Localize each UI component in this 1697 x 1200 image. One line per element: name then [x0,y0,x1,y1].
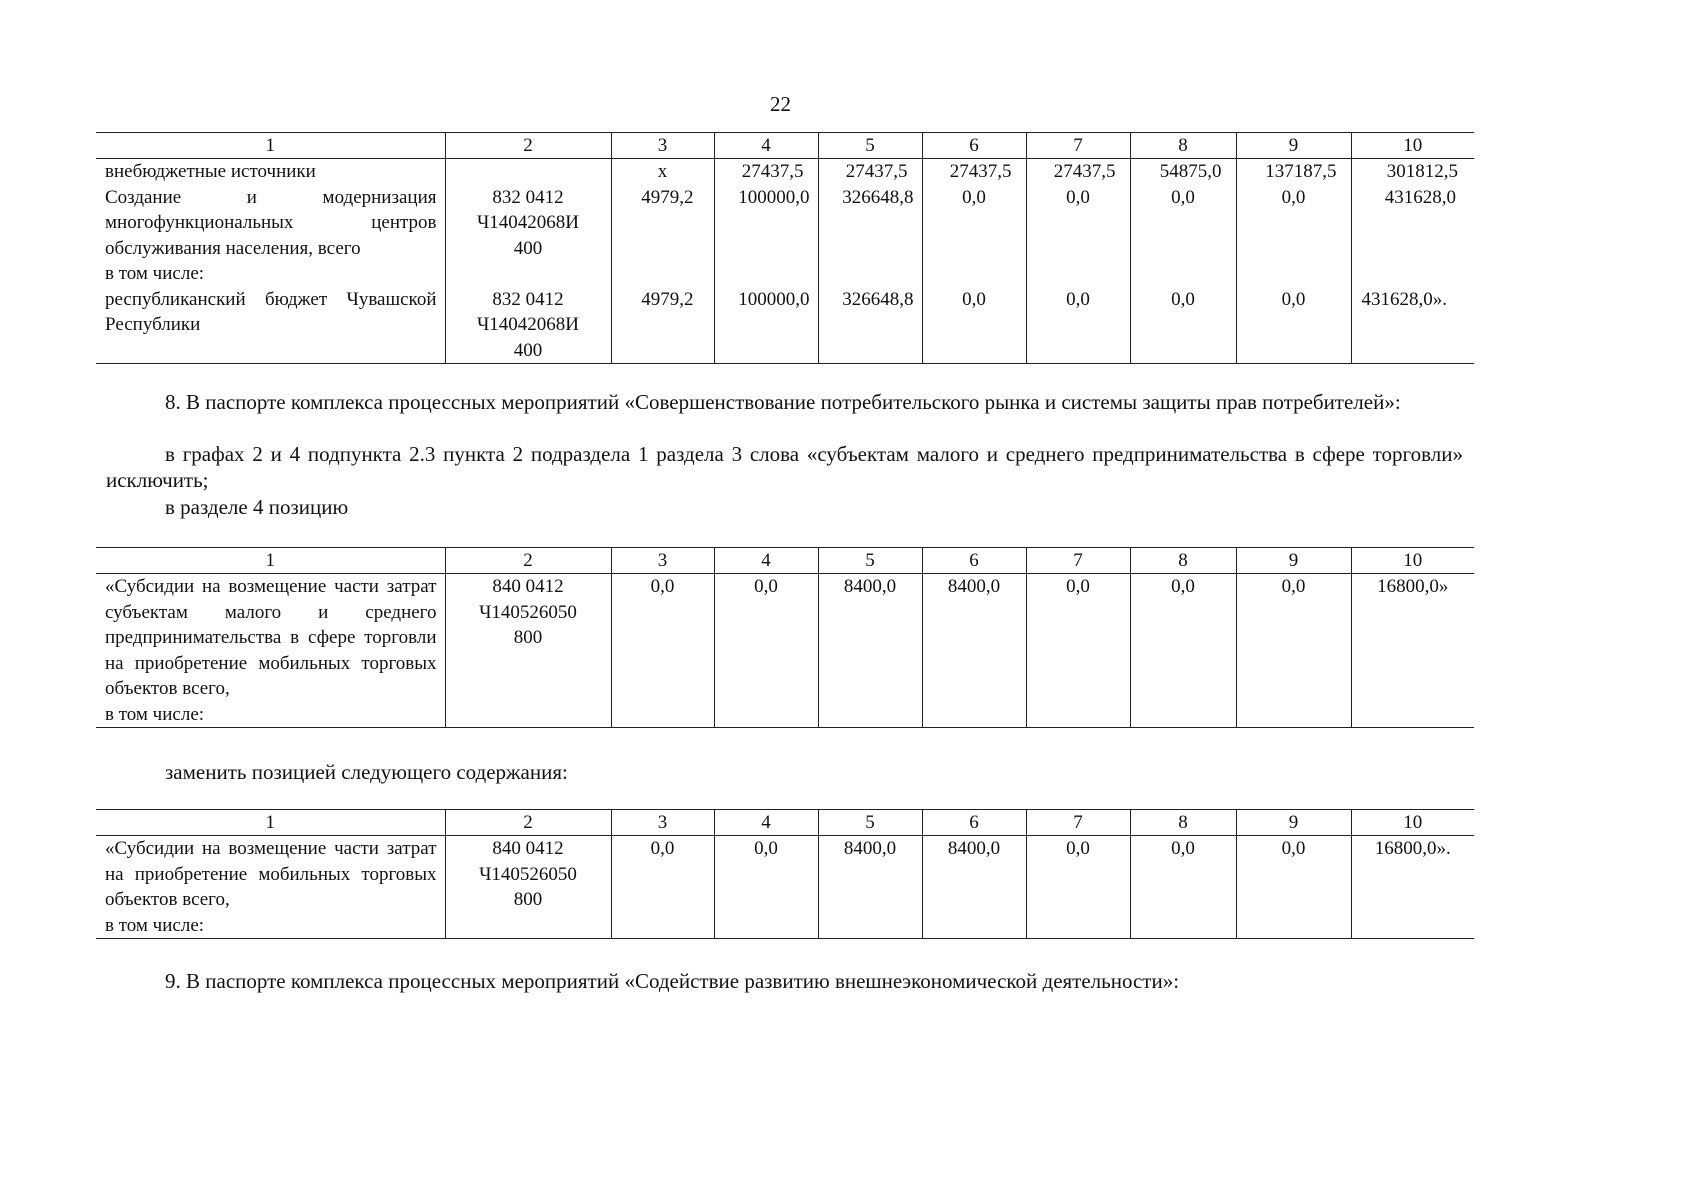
budget-table-2 [96,547,1474,728]
table-cell: 100000,0 [714,287,818,364]
table-cell: 0,0 [611,836,714,939]
budget-code [445,159,611,185]
table-row [96,159,1474,185]
column-header: 7 [1026,810,1130,836]
budget-code: 840 0412 Ч140526050 800 [445,574,611,728]
table-cell: 137187,5 [1236,159,1351,185]
row-name: внебюджетные источники [96,159,445,185]
budget-code: 840 0412 Ч140526050 800 [445,836,611,939]
table-cell: х [611,159,714,185]
table-header-row [96,548,1474,574]
table-cell: 0,0 [714,574,818,728]
table-cell: 54875,0 [1130,159,1236,185]
table-cell: 8400,0 [922,574,1026,728]
table-cell: 16800,0» [1351,574,1474,728]
budget-table-1 [96,132,1474,364]
table-cell: 0,0 [611,574,714,728]
table-cell: 0,0 [1236,836,1351,939]
column-header: 2 [445,810,611,836]
table-cell: 8400,0 [818,574,922,728]
table-cell: 4979,2 [611,185,714,287]
row-name: Создание и модернизация многофункциональных центров обслуживания населения, всего в том числе: [96,185,445,287]
column-header: 10 [1351,133,1474,159]
column-header: 1 [96,548,445,574]
row-name: республиканский бюджет Чувашской Республики [96,287,445,364]
column-header: 9 [1236,548,1351,574]
column-header: 7 [1026,133,1130,159]
table-cell: 0,0 [714,836,818,939]
paragraph-8-amendment: в графах 2 и 4 подпункта 2.3 пункта 2 подраздела 1 раздела 3 слова «субъектам малого и среднего предпринимательства в сфере торговли» исключить; [106,442,1463,492]
paragraph-8: 8. В паспорте комплекса процессных мероприятий «Совершенствование потребительского рынка и системы защиты прав потребителей»: [165,390,1401,414]
column-header: 4 [714,133,818,159]
table-cell: 0,0 [1026,836,1130,939]
table-row [96,287,1474,364]
column-header: 1 [96,810,445,836]
table-cell: 301812,5 [1351,159,1474,185]
table-header-row [96,133,1474,159]
column-header: 6 [922,133,1026,159]
row-name: «Субсидии на возмещение части затрат на приобретение мобильных торговых объектов всего, в том числе: [96,836,445,939]
table-cell: 100000,0 [714,185,818,287]
table-cell: 27437,5 [818,159,922,185]
table-cell: 0,0 [1236,574,1351,728]
column-header: 4 [714,810,818,836]
table-row [96,574,1474,728]
table-cell: 0,0 [1026,287,1130,364]
table-cell: 0,0 [1130,185,1236,287]
column-header: 3 [611,548,714,574]
table-cell: 0,0 [1026,574,1130,728]
column-header: 4 [714,548,818,574]
column-header: 1 [96,133,445,159]
table-cell: 8400,0 [818,836,922,939]
table-cell: 0,0 [1236,185,1351,287]
column-header: 9 [1236,810,1351,836]
budget-code: 832 0412 Ч14042068И 400 [445,287,611,364]
paragraph-9: 9. В паспорте комплекса процессных мероприятий «Содействие развитию внешнеэкономической деятельности»: [165,969,1180,993]
column-header: 5 [818,548,922,574]
column-header: 3 [611,810,714,836]
table-cell: 4979,2 [611,287,714,364]
table-cell: 0,0 [1236,287,1351,364]
table-cell: 27437,5 [714,159,818,185]
column-header: 6 [922,548,1026,574]
budget-table-3 [96,809,1474,939]
table-cell: 431628,0». [1351,287,1474,364]
page-number: 22 [770,92,791,116]
column-header: 5 [818,810,922,836]
column-header: 7 [1026,548,1130,574]
table-header-row [96,810,1474,836]
table-cell: 0,0 [1026,185,1130,287]
row-name: «Субсидии на возмещение части затрат субъектам малого и среднего предпринимательства в сфере торговли на приобретение мобильных торговых объектов всего, в том числе: [96,574,445,728]
column-header: 2 [445,133,611,159]
column-header: 8 [1130,133,1236,159]
table-cell: 16800,0». [1351,836,1474,939]
column-header: 6 [922,810,1026,836]
replace-instruction: заменить позицией следующего содержания: [165,760,568,784]
table-cell: 0,0 [1130,836,1236,939]
table-cell: 0,0 [922,185,1026,287]
column-header: 2 [445,548,611,574]
table-cell: 0,0 [1130,574,1236,728]
table-row [96,836,1474,939]
paragraph-8-position: в разделе 4 позицию [165,495,349,519]
column-header: 10 [1351,548,1474,574]
column-header: 8 [1130,810,1236,836]
table-row [96,185,1474,287]
table-cell: 0,0 [922,287,1026,364]
table-cell: 431628,0 [1351,185,1474,287]
column-header: 9 [1236,133,1351,159]
table-cell: 8400,0 [922,836,1026,939]
table-cell: 0,0 [1130,287,1236,364]
column-header: 8 [1130,548,1236,574]
table-cell: 27437,5 [1026,159,1130,185]
table-cell: 326648,8 [818,287,922,364]
table-cell: 326648,8 [818,185,922,287]
table-cell: 27437,5 [922,159,1026,185]
column-header: 10 [1351,810,1474,836]
column-header: 5 [818,133,922,159]
budget-code: 832 0412 Ч14042068И 400 [445,185,611,287]
column-header: 3 [611,133,714,159]
